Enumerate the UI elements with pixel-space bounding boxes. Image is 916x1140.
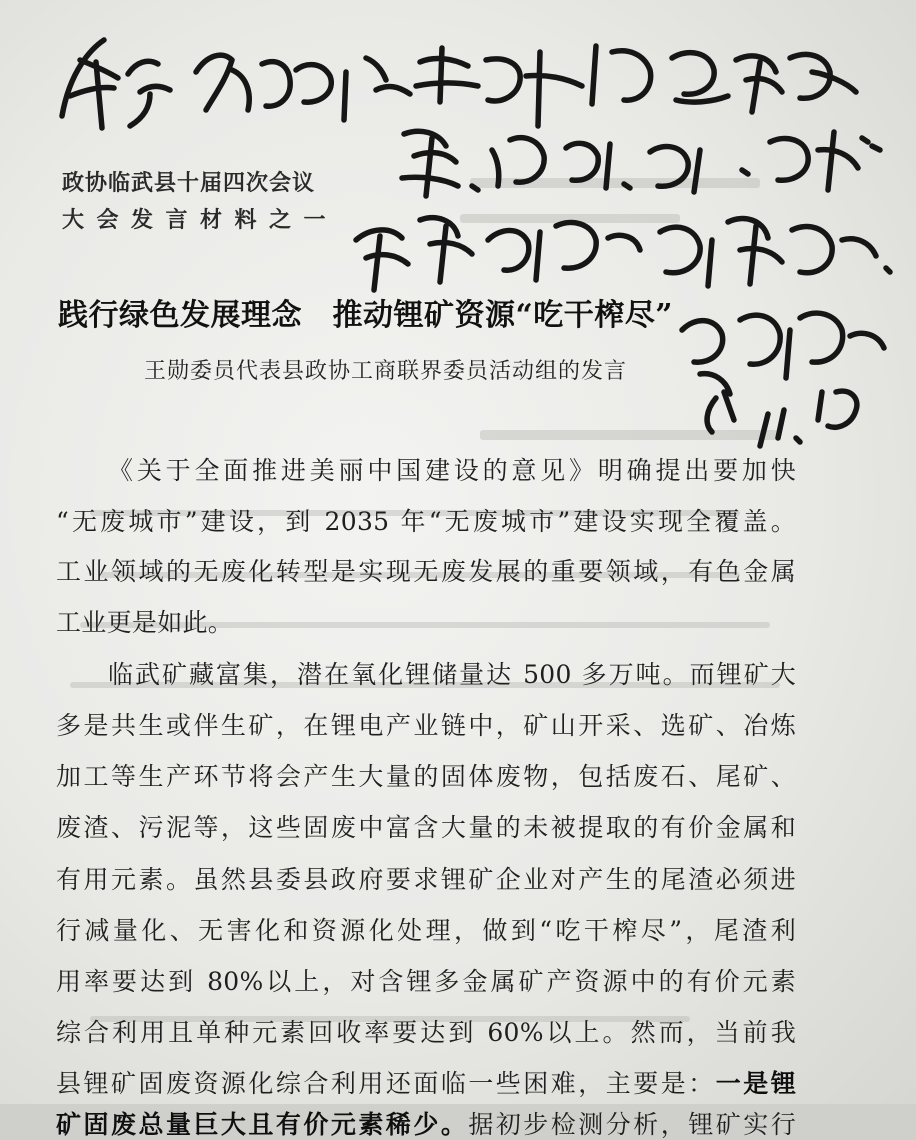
paragraph2-line-9 [56, 1069, 796, 1099]
meeting-header-line-2: 大会发言材料之一 [62, 207, 339, 233]
paragraph1-line-1: 《关于全面推进美丽中国建设的意见》明确提出要加快 [108, 456, 796, 485]
annotation-line-3 [356, 218, 890, 290]
paragraph2-line-7: 用率要达到 80%以上，对含锂多金属矿产资源中的有价元素 [56, 967, 796, 996]
paragraph2-line-8: 综合利用且单种元素回收率要达到 60%以上。然而，当前我 [56, 1018, 796, 1047]
paragraph2-line-5: 有用元素。虽然县委县政府要求锂矿企业对产生的尾渣必须进 [56, 865, 796, 894]
document-title: 践行绿色发展理念 推动锂矿资源“吃干榨尽” [58, 298, 674, 333]
line-9-text: 县锂矿固废资源化综合利用还面临一些困难，主要是： [56, 1069, 716, 1098]
meeting-header-line-1: 政协临武县十届四次会议 [62, 170, 316, 196]
paragraph2-line-10 [56, 1110, 796, 1140]
annotation-line-2 [402, 131, 880, 196]
paragraph2-line-3: 加工等生产环节将会产生大量的固体废物，包括废石、尾矿、 [56, 762, 796, 791]
annotation-line-1 [62, 40, 856, 128]
annotation-signature [682, 313, 884, 432]
paragraph2-line-6: 行减量化、无害化和资源化处理，做到“吃干榨尽”，尾渣利 [56, 916, 796, 945]
paragraph1-line-3: 工业领域的无废化转型是实现无废发展的重要领域，有色金属 [56, 557, 796, 586]
paragraph2-line-1: 临武矿藏富集，潜在氧化锂储量达 500 多万吨。而锂矿大 [108, 660, 796, 689]
paragraph1-line-4: 工业更是如此。 [56, 608, 234, 637]
line-9-bold-text: 一是锂 [715, 1069, 796, 1098]
document-subtitle: 王勋委员代表县政协工商联界委员活动组的发言 [144, 359, 628, 384]
paragraph2-line-4: 废渣、污泥等，这些固废中富含大量的未被提取的有价金属和 [56, 813, 796, 842]
annotation-date [760, 391, 857, 446]
line-10-text: 据初步检测分析，锂矿实行 [468, 1110, 796, 1139]
line-10-bold-text: 矿固废总量巨大且有价元素稀少。 [56, 1110, 469, 1139]
paragraph1-line-2: “无废城市”建设，到 2035 年“无废城市”建设实现全覆盖。 [56, 507, 796, 536]
paragraph2-line-2: 多是共生或伴生矿，在锂电产业链中，矿山开采、选矿、冶炼 [56, 711, 796, 740]
